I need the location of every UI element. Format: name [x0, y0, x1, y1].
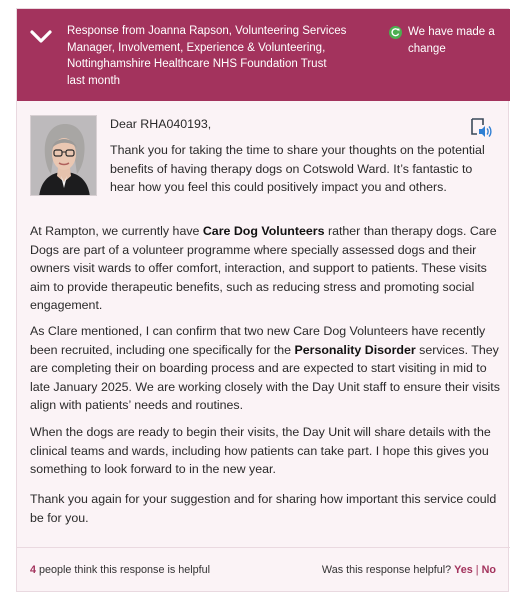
care-dog-volunteers-bold: Care Dog Volunteers [202, 224, 325, 238]
greeting: Dear RHA040193, [110, 117, 212, 131]
response-footer [17, 548, 510, 593]
helpful-yes-link[interactable]: Yes [454, 564, 473, 576]
paragraph-5: Thank you again for your suggestion and for sharing how important this service could be for you. [30, 492, 497, 525]
change-label: We have made a change [408, 26, 495, 55]
helpful-count: 4 people think this response is helpful [30, 564, 211, 576]
refresh-icon [389, 26, 402, 39]
personality-disorder-bold: Personality Disorder [294, 342, 416, 357]
paragraph-1: Thank you for taking the time to share your thoughts on the potential benefits of having therapy dogs on Cotswold Ward. It’s fantastic to hear how you feel this could positively impact you and others. [110, 143, 485, 195]
response-header[interactable] [17, 9, 510, 101]
paragraph-2: At Rampton, we currently have Care Dog Volunteers rather than therapy dogs. Care Dogs are part of a volunteer programme where specially assessed dogs and their owners visit wards to offer comfort, interaction, and support to patients. These visits aim to provide therapeutic benefits, such as reducing stress and promoting social engagement. [30, 224, 497, 313]
chevron-down-icon[interactable] [29, 29, 53, 45]
helpful-question: Was this response helpful? Yes | No [321, 564, 496, 576]
paragraph-4: When the dogs are ready to begin their visits, the Day Unit will share details with the clinical teams and wards, including how patients can take part. I hope this gives you something to look forward to in the new year. [30, 425, 491, 477]
helpful-no-link[interactable]: No [481, 564, 496, 576]
paragraph-3: As Clare mentioned, I can confirm that two new Care Dog Volunteers have recently been recruited, including one specifically for the Personality Disorder services. They are completing their on boarding process and are expected to start visiting in mid to late January 2025. We are working closely with the Day Unit staff to ensure their visits align with patients’ needs and routines. [30, 324, 500, 413]
change-badge [389, 24, 509, 57]
response-author: Response from Joanna Rapson, Volunteering Services Manager, Involvement, Experience & Volunteering, Nottinghamshire Healthcare NHS Foundation Trust last month [67, 25, 347, 87]
response-card [16, 8, 509, 592]
author-avatar [30, 115, 97, 196]
